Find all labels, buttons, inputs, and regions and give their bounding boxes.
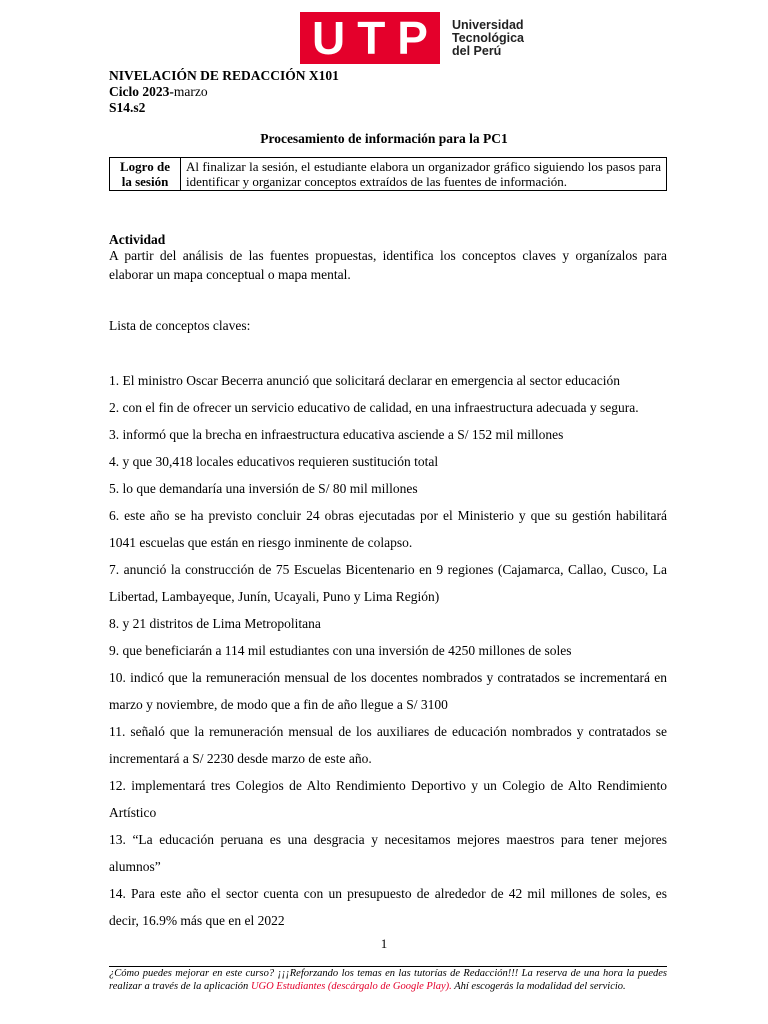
- activity-heading: Actividad: [109, 232, 166, 247]
- list-item: 11. señaló que la remuneración mensual de los auxiliares de educación nombrados y contratados se incrementará a S/ 2230 desde marzo de este año.: [109, 724, 667, 766]
- list-item: 13. “La educación peruana es una desgracia y necesitamos mejores maestros para tener mejores alumnos”: [109, 832, 667, 874]
- list-item: 7. anunció la construcción de 75 Escuelas Bicentenario en 9 regiones (Cajamarca, Callao, Cusco, La Libertad, Lambayeque, Junín, Ucayali, Puno y Lima Región): [109, 562, 667, 604]
- course-name: NIVELACIÓN DE REDACCIÓN X101: [109, 68, 339, 83]
- course-cycle: [109, 84, 339, 100]
- utp-logo-text: [452, 19, 524, 58]
- logo-line: Universidad: [452, 17, 524, 32]
- logo-letter-p: P: [397, 12, 428, 64]
- list-item: 8. y 21 distritos de Lima Metropolitana: [109, 616, 321, 631]
- page-number: 1: [380, 936, 388, 951]
- logo-letter-u: U: [311, 12, 346, 64]
- concept-list-heading: Lista de conceptos claves:: [109, 318, 251, 333]
- list-item: 1. El ministro Oscar Becerra anunció que solicitará declarar en emergencia al sector educación: [109, 373, 621, 388]
- logo-line: Tecnológica: [452, 30, 525, 45]
- logo-letter-t: T: [357, 12, 386, 64]
- cycle-year: Ciclo 2023-: [109, 84, 174, 99]
- session-goal-label: Logro de la sesión: [110, 158, 181, 191]
- session-goal-text: Al finalizar la sesión, el estudiante elabora un organizador gráfico siguiendo los pasos para identificar y organizar conceptos extraídos de las fuentes de información.: [181, 158, 667, 191]
- logo-line: del Perú: [452, 43, 502, 58]
- list-item: 10. indicó que la remuneración mensual de los docentes nombrados y contratados se incrementará en marzo y noviembre, de modo que a fin de año llegue a S/ 3100: [109, 670, 667, 712]
- list-item: 5. lo que demandaría una inversión de S/ 80 mil millones: [109, 481, 418, 496]
- footnote-text: ¿Cómo puedes mejorar en este curso? ¡¡¡Reforzando los temas en las tutorías de Redacción!!! La reserva de una hora la puedes realizar a través de la aplicación: [109, 968, 667, 992]
- utp-logo: [300, 12, 524, 64]
- utp-logo-mark: [300, 12, 440, 64]
- footnote-app-link: UGO Estudiantes (descárgalo de Google Play).: [250, 981, 452, 992]
- course-header: [109, 68, 339, 116]
- document-title: Procesamiento de información para la PC1: [260, 131, 508, 146]
- footnote-text-end: Ahí escogerás la modalidad del servicio.: [451, 981, 626, 992]
- list-item: 6. este año se ha previsto concluir 24 obras ejecutadas por el Ministerio y que su gestión habilitará 1041 escuelas que están en riesgo inminente de colapso.: [109, 508, 667, 550]
- concept-list: [109, 367, 667, 934]
- activity-text: A partir del análisis de las fuentes propuestas, identifica los conceptos claves y organízalos para elaborar un mapa conceptual o mapa mental.: [109, 248, 667, 282]
- list-item: 9. que beneficiarán a 114 mil estudiantes con una inversión de 4250 millones de soles: [109, 643, 572, 658]
- list-item: 14. Para este año el sector cuenta con un presupuesto de alrededor de 42 mil millones de soles, es decir, 16.9% más que en el 2022: [109, 886, 667, 928]
- session-goal-table: [109, 157, 667, 191]
- session-code: S14.s2: [109, 100, 146, 115]
- cycle-month: marzo: [173, 84, 208, 99]
- footnote: [109, 967, 667, 993]
- list-item: 12. implementará tres Colegios de Alto Rendimiento Deportivo y un Colegio de Alto Rendimiento Artístico: [109, 778, 667, 820]
- list-item: 4. y que 30,418 locales educativos requieren sustitución total: [109, 454, 439, 469]
- list-item: 3. informó que la brecha en infraestructura educativa asciende a S/ 152 mil millones: [109, 427, 564, 442]
- list-item: 2. con el fin de ofrecer un servicio educativo de calidad, en una infraestructura adecuada y segura.: [109, 400, 639, 415]
